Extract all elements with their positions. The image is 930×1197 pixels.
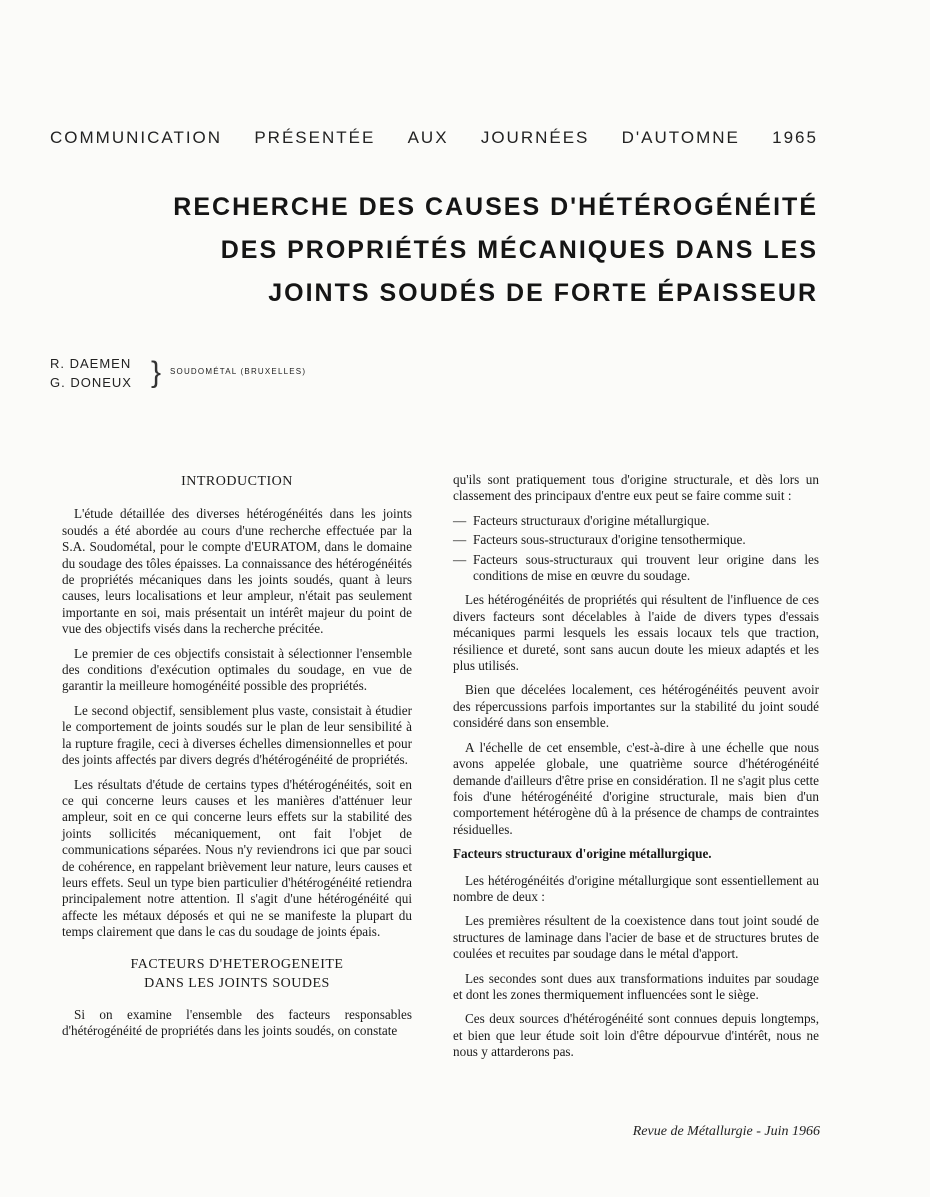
paragraph: Ces deux sources d'hétérogénéité sont connues depuis longtemps, et bien que leur étude soit loin d'être dépourvue d'intérêt, nous ne nous y attarderons pas. (453, 1011, 819, 1060)
header-word: D'AUTOMNE (621, 128, 740, 147)
title-line: DES PROPRIÉTÉS MÉCANIQUES DANS LES (220, 236, 818, 264)
paragraph: Le second objectif, sensiblement plus vaste, consistait à étudier le comportement de joints soudés sur le plan de leur sensibilité à la rupture fragile, ceci à diverses échelles dimensionnelles et pour des joints affectés par divers degrés d'hétérogénéité de propriétés. (62, 702, 412, 768)
right-column (453, 472, 819, 1069)
paper-title (173, 186, 818, 315)
paragraph: Les hétérogénéités d'origine métallurgique sont essentiellement au nombre de deux : (453, 872, 819, 904)
paragraph: Les secondes sont dues aux transformations induites par soudage et dont les zones thermiquement influencées sont le siège. (453, 970, 819, 1002)
introduction-heading: INTRODUCTION (181, 474, 293, 489)
paragraph: qu'ils sont pratiquement tous d'origine structurale, et dès lors un classement des principaux d'entre eux peut se faire comme suit : (453, 472, 819, 504)
paragraph: Si on examine l'ensemble des facteurs responsables d'hétérogénéité de propriétés dans les joints soudés, on constate (62, 1006, 412, 1038)
section-heading (62, 955, 412, 993)
paragraph: Les hétérogénéités de propriétés qui résultent de l'influence de ces divers facteurs sont décelables à l'aide de divers types d'essais mécaniques parmi lesquels les essais locaux tels que traction, résilience et dureté, sont sans aucun doute les mieux adaptés et les plus utilisés. (453, 592, 819, 674)
header-word: COMMUNICATION (50, 128, 223, 147)
author-affiliation: SOUDOMÉTAL (BRUXELLES) (170, 367, 307, 376)
header-word: PRÉSENTÉE (254, 128, 376, 147)
author-name: R. DAEMEN (50, 356, 132, 371)
author-name: G. DONEUX (50, 375, 132, 390)
header-word: AUX (407, 128, 449, 147)
journal-footer: Revue de Métallurgie - Juin 1966 (632, 1124, 820, 1139)
left-column (62, 472, 412, 1047)
section-heading-line: FACTEURS D'HETEROGENEITE (130, 956, 344, 972)
list-item: — Facteurs sous-structuraux qui trouvent leur origine dans les conditions de mise en œuvre du soudage. (453, 552, 819, 585)
list-item: — Facteurs sous-structuraux d'origine tensothermique. (453, 532, 819, 548)
factor-list (453, 513, 819, 585)
paragraph: Les résultats d'étude de certains types d'hétérogénéités, soit en ce qui concerne leurs causes et les manières d'atténuer leur ampleur, soit en ce qui concerne leurs effets sur la stabilité des joints sollicités mécaniquement, ont fait l'objet de communications séparées. Nous n'y reviendrons ici que par souci de cohérence, en rappelant brièvement leur nature, leurs causes et leurs effets. Seul un type bien particulier d'hétérogénéité retiendra principalement notre attention. Il s'agit d'une hétérogénéité qui affecte les métaux déposés et qui ne se manifeste la plupart du temps clairement que dans le cas du soudage de joints épais. (62, 776, 412, 940)
conference-header (50, 128, 818, 148)
paragraph: A l'échelle de cet ensemble, c'est-à-dire à une échelle que nous avons appelée globale, une quatrième source d'hétérogénéité demande d'ailleurs d'être prise en considération. Il ne s'agit plus cette fois d'une hétérogénéité d'origine structurale, mais bien d'un comportement hétérogène dû à la présence de champs de contraintes résiduelles. (453, 739, 819, 837)
paragraph: Bien que décelées localement, ces hétérogénéités peuvent avoir des répercussions parfois importantes sur la stabilité du joint soudé considéré dans son ensemble. (453, 682, 819, 731)
author-block (50, 354, 307, 392)
header-word: JOURNÉES (480, 128, 590, 147)
header-word: 1965 (772, 128, 818, 147)
title-line: JOINTS SOUDÉS DE FORTE ÉPAISSEUR (268, 279, 818, 307)
title-line: RECHERCHE DES CAUSES D'HÉTÉROGÉNÉITÉ (173, 193, 818, 221)
paragraph: L'étude détaillée des diverses hétérogénéités dans les joints soudés a été abordée au cours d'une recherche effectuée par la S.A. Soudométal, pour le compte d'EURATOM, dans le domaine du soudage des tôles épaisses. La connaissance des hétérogénéités de propriétés mécaniques dans les joints soudés, quant à leurs causes, leurs localisations et leur ampleur, n'était pas seulement importante en soi, mais présentait un intérêt majeur du point de vue des objectifs visés dans la recherche précitée. (62, 506, 412, 637)
subsection-heading: Facteurs structuraux d'origine métallurgique. (453, 846, 712, 862)
section-heading-line: DANS LES JOINTS SOUDES (144, 975, 330, 991)
author-brace: } (151, 356, 163, 389)
paragraph: Les premières résultent de la coexistence dans tout joint soudé de structures de laminage dans l'acier de base et de structures brutes de coulées et recuites par soudage dans le métal d'apport. (453, 913, 819, 962)
paragraph: Le premier de ces objectifs consistait à sélectionner l'ensemble des conditions d'exécution optimales du soudage, en vue de garantir la meilleure homogénéité possible des propriétés. (62, 645, 412, 694)
list-item: — Facteurs structuraux d'origine métallurgique. (453, 513, 819, 529)
